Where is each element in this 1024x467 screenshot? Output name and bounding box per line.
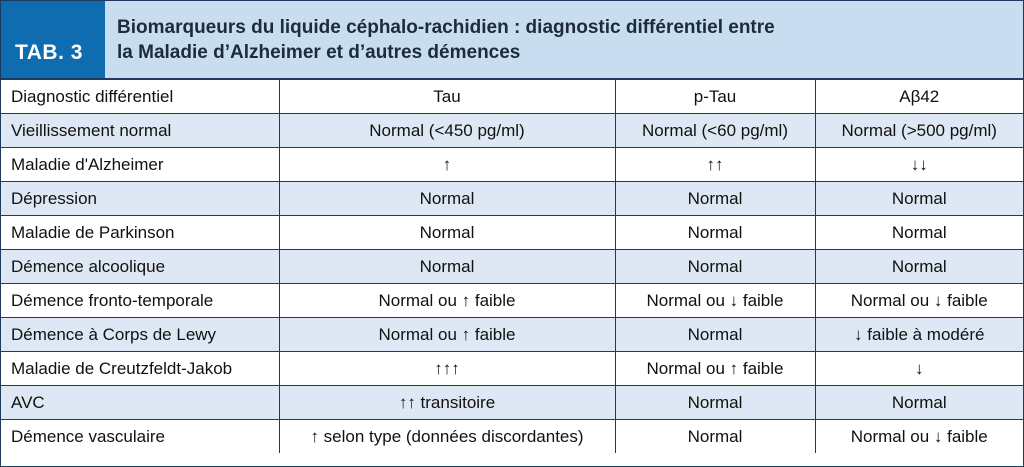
table-row (1, 182, 1023, 216)
tau-cell: Normal (279, 216, 615, 250)
ptau-cell: Normal (615, 318, 815, 352)
abeta42-cell: Normal (815, 386, 1023, 420)
table-title-line-1: Biomarqueurs du liquide céphalo-rachidien : diagnostic différentiel entre (117, 17, 775, 38)
diagnostic-cell: Maladie de Parkinson (1, 216, 279, 250)
table-title (117, 15, 1007, 65)
diagnostic-cell: Démence vasculaire (1, 420, 279, 454)
diagnostic-cell: Démence à Corps de Lewy (1, 318, 279, 352)
biomarker-table (1, 80, 1023, 453)
table-row (1, 250, 1023, 284)
diagnostic-cell: Maladie de Creutzfeldt-Jakob (1, 352, 279, 386)
ptau-cell: Normal (615, 216, 815, 250)
column-header-row (1, 80, 1023, 114)
table-row (1, 420, 1023, 454)
ptau-cell: Normal (615, 182, 815, 216)
column-header-diagnostic: Diagnostic différentiel (1, 80, 279, 114)
ptau-cell: Normal (615, 420, 815, 454)
table-row (1, 318, 1023, 352)
tau-cell: ↑↑↑ (279, 352, 615, 386)
column-header-ptau: p-Tau (615, 80, 815, 114)
tau-cell: ↑↑ transitoire (279, 386, 615, 420)
abeta42-cell: ↓ (815, 352, 1023, 386)
table-row (1, 284, 1023, 318)
tab-label: TAB. 3 (15, 41, 83, 64)
tau-cell: Normal (<450 pg/ml) (279, 114, 615, 148)
diagnostic-cell: Maladie d'Alzheimer (1, 148, 279, 182)
tau-cell: Normal (279, 182, 615, 216)
tau-cell: Normal ou ↑ faible (279, 318, 615, 352)
abeta42-cell: Normal (815, 216, 1023, 250)
abeta42-cell: ↓ faible à modéré (815, 318, 1023, 352)
diagnostic-cell: AVC (1, 386, 279, 420)
abeta42-cell: Normal (>500 pg/ml) (815, 114, 1023, 148)
tab-badge (1, 1, 105, 78)
table-row (1, 386, 1023, 420)
column-header-abeta42: Aβ42 (815, 80, 1023, 114)
ptau-cell: Normal ou ↑ faible (615, 352, 815, 386)
ptau-cell: Normal (<60 pg/ml) (615, 114, 815, 148)
tau-cell: ↑ selon type (données discordantes) (279, 420, 615, 454)
ptau-cell: Normal (615, 250, 815, 284)
table-row (1, 114, 1023, 148)
diagnostic-cell: Dépression (1, 182, 279, 216)
tau-cell: Normal (279, 250, 615, 284)
ptau-cell: ↑↑ (615, 148, 815, 182)
diagnostic-cell: Vieillissement normal (1, 114, 279, 148)
abeta42-cell: ↓↓ (815, 148, 1023, 182)
abeta42-cell: Normal ou ↓ faible (815, 284, 1023, 318)
abeta42-cell: Normal (815, 250, 1023, 284)
diagnostic-cell: Démence alcoolique (1, 250, 279, 284)
ptau-cell: Normal (615, 386, 815, 420)
tau-cell: Normal ou ↑ faible (279, 284, 615, 318)
diagnostic-cell: Démence fronto-temporale (1, 284, 279, 318)
abeta42-cell: Normal (815, 182, 1023, 216)
table-row (1, 148, 1023, 182)
tau-cell: ↑ (279, 148, 615, 182)
column-header-tau: Tau (279, 80, 615, 114)
table-title-line-2: la Maladie d’Alzheimer et d’autres démences (117, 42, 521, 63)
abeta42-cell: Normal ou ↓ faible (815, 420, 1023, 454)
table-row (1, 216, 1023, 250)
table-row (1, 352, 1023, 386)
table-header (1, 1, 1023, 80)
ptau-cell: Normal ou ↓ faible (615, 284, 815, 318)
